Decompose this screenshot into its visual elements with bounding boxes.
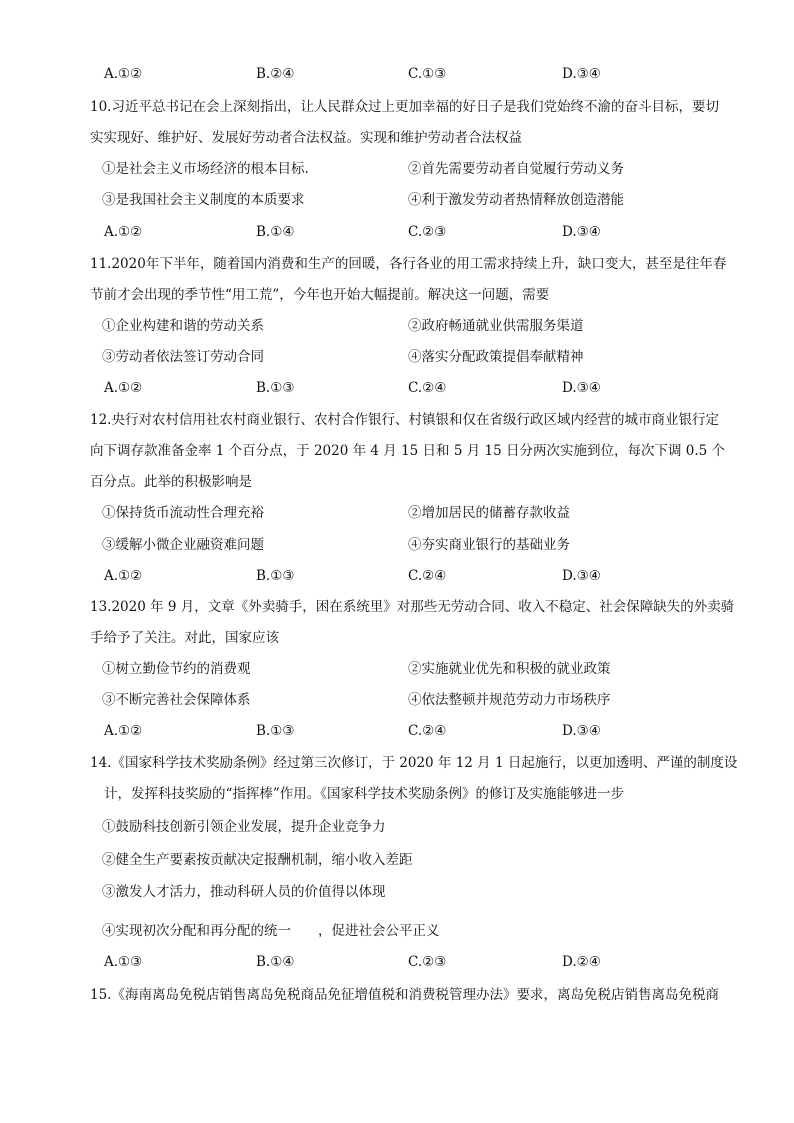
q9-option-a[interactable]: A.①② [104, 66, 143, 82]
q11-statement-2: ②政府畅通就业供需服务渠道 [408, 318, 584, 334]
q13-statement-1: ①树立勤俭节约的消费观 [102, 661, 251, 677]
q12-statement-4: ④夯实商业银行的基础业务 [408, 537, 570, 553]
q10-stem-line2: 实实现好、维护好、发展好劳动者合法权益。实现和维护劳动者合法权益 [90, 130, 522, 146]
q12-options [0, 566, 794, 586]
q10-options [0, 222, 794, 242]
q11-option-c[interactable]: C.②④ [408, 380, 447, 396]
q15-stem-line1: 15.《海南离岛免税店销售离岛免税商品免征增值税和消费税管理办法》要求，离岛免税店销售离岛免税商 [90, 987, 719, 1003]
q13-statement-3: ③不断完善社会保障体系 [102, 692, 251, 708]
q9-option-c[interactable]: C.①③ [408, 66, 447, 82]
q14-option-d[interactable]: D.②④ [562, 954, 601, 970]
q14-option-c[interactable]: C.②③ [408, 954, 447, 970]
q11-options [0, 378, 794, 398]
q14-stem-line2: 计，发挥科技奖励的“指挥棒”作用。《国家科学技术奖励条例》的修订及实施能够进一步 [104, 786, 625, 802]
q13-option-d[interactable]: D.③④ [562, 723, 601, 739]
q12-statement-3: ③缓解小微企业融资难问题 [102, 537, 264, 553]
q14-statement-4: ④实现初次分配和再分配的统一 ，促进社会公平正义 [102, 923, 440, 939]
q13-stem-line1: 13.2020 年 9 月，文章《外卖骑手，困在系统里》对那些无劳动合同、收入不稳定、社会保障缺失的外卖骑 [90, 599, 735, 615]
q10-option-b[interactable]: B.①④ [256, 224, 295, 240]
q14-option-b[interactable]: B.①④ [256, 954, 295, 970]
q12-statements-row2 [0, 535, 794, 555]
q13-options [0, 721, 794, 741]
q12-option-b[interactable]: B.①③ [256, 568, 295, 584]
q10-stem-line1: 10.习近平总书记在会上深刻指出，让人民群众过上更加幸福的好日子是我们党始终不渝的奋斗目标，要切 [90, 99, 719, 115]
q11-stem-line1: 11.2020年下半年，随着国内消费和生产的回暖，各行各业的用工需求持续上升，缺口变大，甚至是往年春 [90, 256, 727, 272]
q12-statement-1: ①保持货币流动性合理充裕 [102, 505, 264, 521]
q11-statements-row2 [0, 347, 794, 367]
q12-stem-line3: 百分点。此举的积极影响是 [90, 474, 252, 490]
q12-stem-line2: 向下调存款准备金率 1 个百分点，于 2020 年 4 月 15 日和 5 月 15 日分两次实施到位，每次下调 0.5 个 [90, 443, 726, 459]
q10-statement-2: ②首先需要劳动者自觉履行劳动义务 [408, 161, 624, 177]
q10-statement-3: ③是我国社会主义制度的本质要求 [102, 192, 305, 208]
q12-stem-line1: 12.央行对农村信用社农村商业银行、农村合作银行、村镇银和仅在省级行政区域内经营的城市商业银行定 [90, 412, 719, 428]
q14-statement-3: ③激发人才活力，推动科研人员的价值得以体现 [102, 884, 386, 900]
q13-option-b[interactable]: B.①③ [256, 723, 295, 739]
q10-option-c[interactable]: C.②③ [408, 224, 447, 240]
q11-statement-1: ①企业构建和谐的劳动关系 [102, 318, 264, 334]
q10-statements-row2 [0, 190, 794, 210]
q11-stem-line2: 节前才会出现的季节性“用工荒”，今年也开始大幅提前。解决这一问题，需要 [90, 287, 550, 303]
q13-statements-row1 [0, 659, 794, 679]
q14-stem-line1: 14.《国家科学技术奖励条例》经过第三次修订，于 2020 年 12 月 1 日起施行，以更加透明、严谨的制度设 [90, 755, 738, 771]
q11-option-b[interactable]: B.①③ [256, 380, 295, 396]
q10-option-d[interactable]: D.③④ [562, 224, 601, 240]
q10-statements-row1 [0, 159, 794, 179]
q14-statement-1: ①鼓励科技创新引领企业发展，提升企业竞争力 [102, 819, 386, 835]
q12-option-d[interactable]: D.③④ [562, 568, 601, 584]
q11-statement-3: ③劳动者依法签订劳动合同 [102, 349, 264, 365]
q11-option-a[interactable]: A.①② [104, 380, 143, 396]
q12-statement-2: ②增加居民的储蓄存款收益 [408, 505, 570, 521]
q10-option-a[interactable]: A.①② [104, 224, 143, 240]
q9-options [0, 64, 794, 84]
q12-option-c[interactable]: C.②④ [408, 568, 447, 584]
q13-statement-2: ②实施就业优先和积极的就业政策 [408, 661, 611, 677]
q12-option-a[interactable]: A.①② [104, 568, 143, 584]
q13-statements-row2 [0, 690, 794, 710]
q9-option-d[interactable]: D.③④ [562, 66, 601, 82]
q10-statement-1: ①是社会主义市场经济的根本目标. [102, 161, 309, 177]
q11-option-d[interactable]: D.③④ [562, 380, 601, 396]
q10-statement-4: ④利于激发劳动者热情释放创造潜能 [408, 192, 624, 208]
q9-option-b[interactable]: B.②④ [256, 66, 295, 82]
q14-option-a[interactable]: A.①③ [104, 954, 143, 970]
q11-statement-4: ④落实分配政策提倡奉献精神 [408, 349, 584, 365]
q13-option-a[interactable]: A.①② [104, 723, 143, 739]
q11-statements-row1 [0, 316, 794, 336]
q14-statement-2: ②健全生产要素按贡献决定报酬机制，缩小收入差距 [102, 852, 413, 868]
q14-options [0, 952, 794, 972]
q13-option-c[interactable]: C.②④ [408, 723, 447, 739]
q12-statements-row1 [0, 503, 794, 523]
q13-stem-line2: 手给予了关注。对此，国家应该 [90, 630, 279, 646]
q13-statement-4: ④依法整顿并规范劳动力市场秩序 [408, 692, 611, 708]
